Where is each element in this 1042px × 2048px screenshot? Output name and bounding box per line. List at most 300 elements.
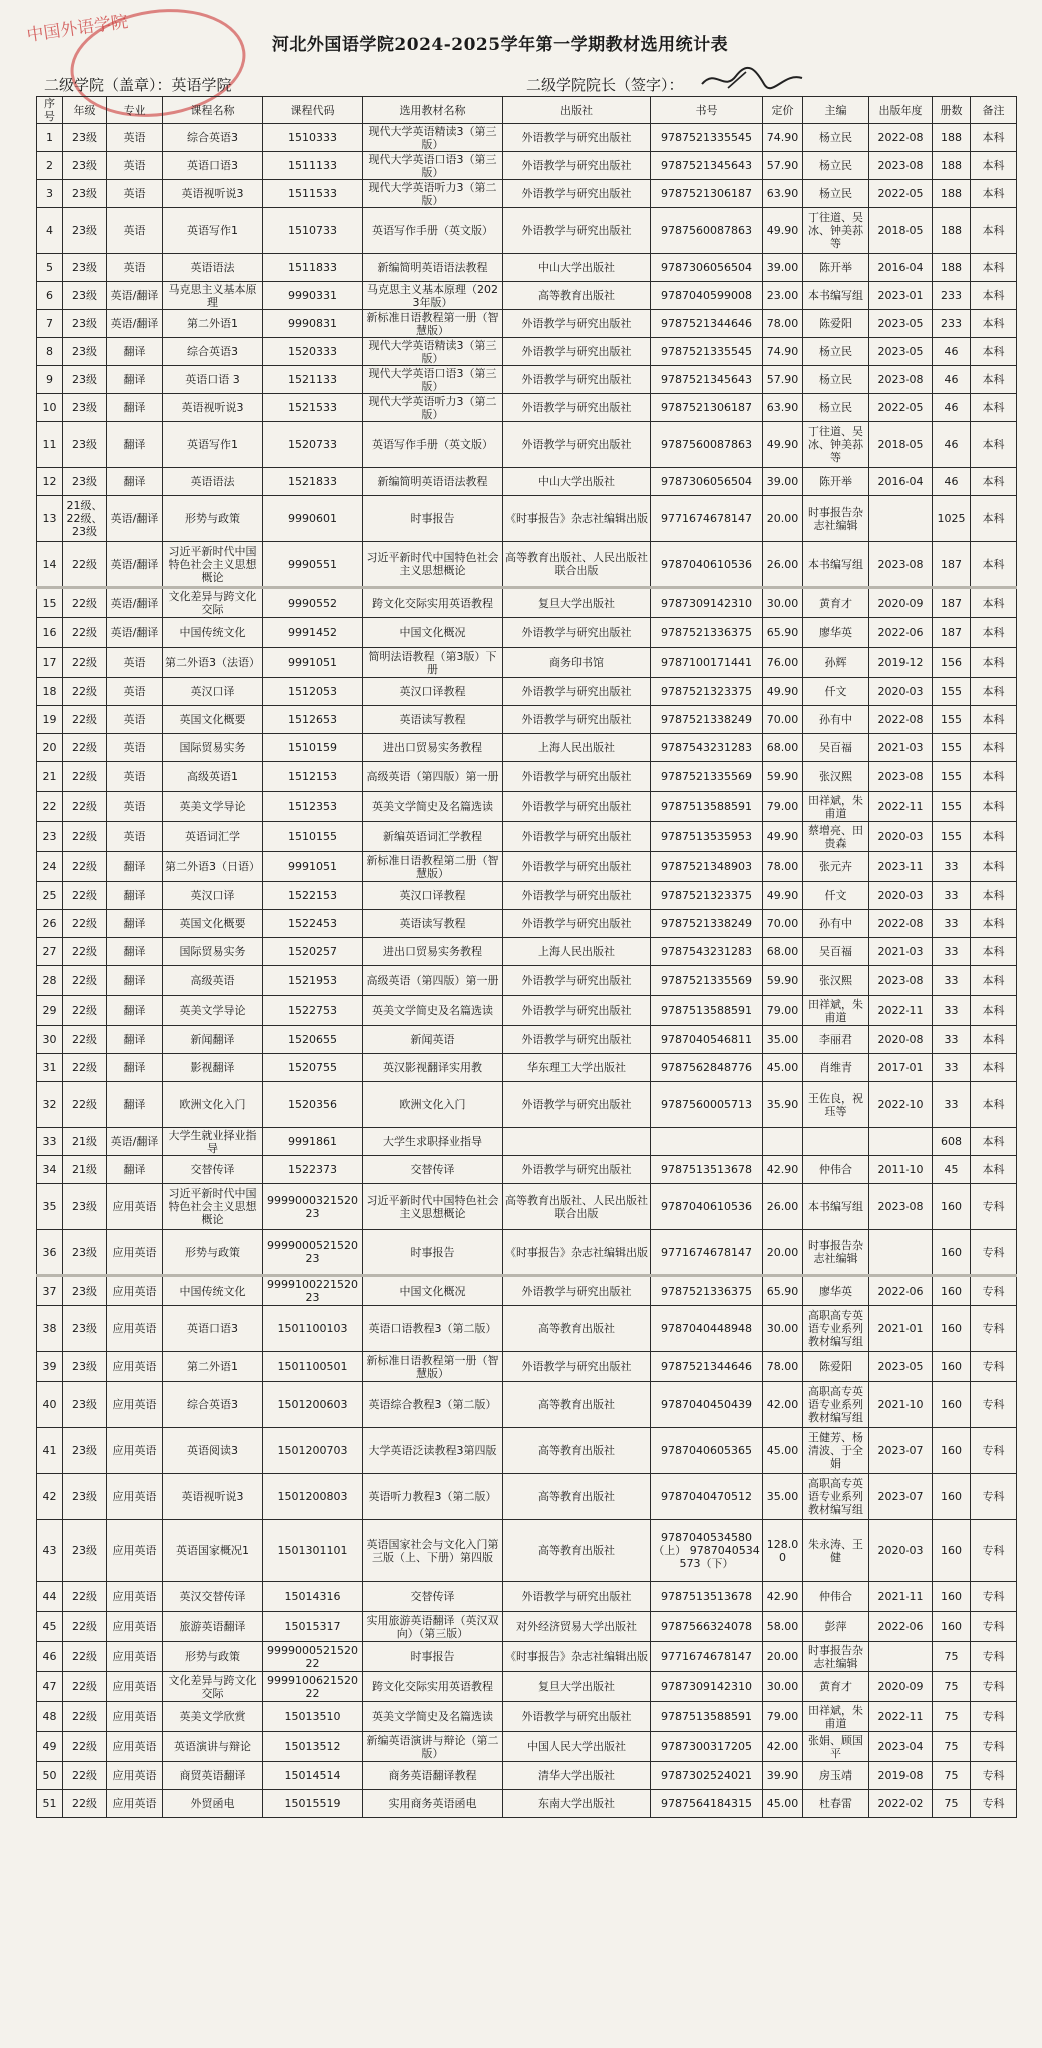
cell-price: 78.00	[763, 852, 803, 882]
cell-copies: 46	[933, 366, 971, 394]
cell-grade: 22级	[63, 792, 107, 822]
cell-price: 79.00	[763, 996, 803, 1026]
cell-index: 5	[37, 254, 63, 282]
cell-publisher: 外语教学与研究出版社	[503, 1156, 651, 1184]
cell-index: 46	[37, 1642, 63, 1672]
cell-grade: 22级	[63, 910, 107, 938]
cell-isbn: 9787521306187	[651, 180, 763, 208]
cell-publisher: 外语教学与研究出版社	[503, 996, 651, 1026]
cell-textbook-name: 英语国家社会与文化入门第三版（上、下册）第四版	[363, 1520, 503, 1582]
cell-publisher	[503, 1128, 651, 1156]
table-row	[37, 1082, 1017, 1128]
cell-textbook-name: 英汉口译教程	[363, 882, 503, 910]
cell-major: 翻译	[107, 394, 163, 422]
cell-major: 翻译	[107, 996, 163, 1026]
cell-course-name: 第二外语1	[163, 310, 263, 338]
cell-copies: 187	[933, 618, 971, 648]
cell-index: 17	[37, 648, 63, 678]
cell-copies: 75	[933, 1762, 971, 1790]
cell-publish-year: 2023-05	[869, 338, 933, 366]
cell-isbn: 9787513513678	[651, 1582, 763, 1612]
cell-editor: 王健芳、杨清波、于全娟	[803, 1428, 869, 1474]
cell-remarks: 本科	[971, 366, 1017, 394]
cell-major: 应用英语	[107, 1382, 163, 1428]
cell-course-code: 15013510	[263, 1702, 363, 1732]
cell-grade: 22级	[63, 1762, 107, 1790]
cell-grade: 22级	[63, 542, 107, 588]
cell-remarks: 本科	[971, 1128, 1017, 1156]
cell-major: 应用英语	[107, 1702, 163, 1732]
table-row	[37, 1520, 1017, 1582]
cell-course-name: 习近平新时代中国特色社会主义思想概论	[163, 542, 263, 588]
table-row	[37, 618, 1017, 648]
cell-price: 49.90	[763, 208, 803, 254]
cell-grade: 23级	[63, 1276, 107, 1306]
cell-grade: 23级	[63, 394, 107, 422]
cell-price: 35.90	[763, 1082, 803, 1128]
cell-course-code: 999900052152022	[263, 1642, 363, 1672]
cell-course-code: 1520333	[263, 338, 363, 366]
cell-course-name: 国际贸易实务	[163, 938, 263, 966]
cell-publish-year: 2022-08	[869, 124, 933, 152]
cell-course-name: 英语写作1	[163, 208, 263, 254]
cell-publisher: 高等教育出版社	[503, 1306, 651, 1352]
cell-publish-year: 2023-07	[869, 1428, 933, 1474]
cell-editor: 吴百福	[803, 938, 869, 966]
cell-copies: 75	[933, 1732, 971, 1762]
cell-remarks: 本科	[971, 882, 1017, 910]
cell-course-code: 1522753	[263, 996, 363, 1026]
cell-editor: 田祥斌，朱甫道	[803, 792, 869, 822]
cell-textbook-name: 中国文化概况	[363, 618, 503, 648]
cell-major: 英语/翻译	[107, 618, 163, 648]
cell-course-name: 英语国家概况1	[163, 1520, 263, 1582]
cell-textbook-name: 进出口贸易实务教程	[363, 938, 503, 966]
cell-major: 翻译	[107, 910, 163, 938]
table-header-row	[37, 97, 1017, 124]
cell-publisher: 外语教学与研究出版社	[503, 1026, 651, 1054]
table-row	[37, 152, 1017, 180]
cell-publisher: 东南大学出版社	[503, 1790, 651, 1818]
cell-price: 39.00	[763, 254, 803, 282]
cell-course-code: 9990831	[263, 310, 363, 338]
cell-remarks: 专科	[971, 1474, 1017, 1520]
cell-editor: 杨立民	[803, 394, 869, 422]
cell-major: 翻译	[107, 966, 163, 996]
cell-copies: 33	[933, 910, 971, 938]
cell-remarks: 专科	[971, 1428, 1017, 1474]
header-course-name: 课程名称	[163, 97, 263, 124]
table-row	[37, 938, 1017, 966]
cell-publisher: 中山大学出版社	[503, 254, 651, 282]
header-publish-year: 出版年度	[869, 97, 933, 124]
cell-major: 英语	[107, 180, 163, 208]
cell-remarks: 专科	[971, 1306, 1017, 1352]
cell-course-code: 1512653	[263, 706, 363, 734]
cell-grade: 23级	[63, 254, 107, 282]
cell-isbn: 9787521323375	[651, 678, 763, 706]
cell-copies: 188	[933, 124, 971, 152]
cell-publish-year: 2023-08	[869, 152, 933, 180]
table-row	[37, 762, 1017, 792]
cell-publisher: 外语教学与研究出版社	[503, 822, 651, 852]
cell-grade: 23级	[63, 180, 107, 208]
table-row	[37, 1276, 1017, 1306]
cell-index: 51	[37, 1790, 63, 1818]
cell-course-name: 英语视听说3	[163, 1474, 263, 1520]
cell-course-code: 999900032152023	[263, 1184, 363, 1230]
cell-editor: 时事报告杂志社编辑	[803, 496, 869, 542]
cell-isbn: 9787560087863	[651, 208, 763, 254]
cell-index: 42	[37, 1474, 63, 1520]
cell-course-code: 1520356	[263, 1082, 363, 1128]
cell-remarks: 本科	[971, 124, 1017, 152]
cell-remarks: 专科	[971, 1732, 1017, 1762]
cell-textbook-name: 现代大学英语口语3（第三版）	[363, 152, 503, 180]
cell-isbn: 9787521338249	[651, 910, 763, 938]
cell-grade: 23级	[63, 152, 107, 180]
cell-textbook-name: 新编英语词汇学教程	[363, 822, 503, 852]
table-row	[37, 1790, 1017, 1818]
cell-remarks: 专科	[971, 1672, 1017, 1702]
cell-index: 21	[37, 762, 63, 792]
cell-publish-year: 2020-03	[869, 1520, 933, 1582]
cell-textbook-name: 英语综合教程3（第二版）	[363, 1382, 503, 1428]
table-row	[37, 1026, 1017, 1054]
header-course-code: 课程代码	[263, 97, 363, 124]
table-row	[37, 422, 1017, 468]
cell-editor: 仲伟合	[803, 1582, 869, 1612]
cell-publisher: 上海人民出版社	[503, 734, 651, 762]
cell-major: 英语/翻译	[107, 496, 163, 542]
cell-publisher: 外语教学与研究出版社	[503, 180, 651, 208]
table-row	[37, 910, 1017, 938]
cell-course-code: 1501200703	[263, 1428, 363, 1474]
cell-remarks: 本科	[971, 208, 1017, 254]
cell-major: 翻译	[107, 938, 163, 966]
cell-price: 49.90	[763, 882, 803, 910]
cell-isbn: 9787521344646	[651, 310, 763, 338]
cell-isbn: 9787564184315	[651, 1790, 763, 1818]
cell-publish-year: 2021-03	[869, 938, 933, 966]
cell-editor: 黄育才	[803, 1672, 869, 1702]
cell-price: 65.90	[763, 1276, 803, 1306]
cell-index: 22	[37, 792, 63, 822]
cell-editor: 杨立民	[803, 180, 869, 208]
cell-major: 英语	[107, 706, 163, 734]
cell-isbn: 9787560005713	[651, 1082, 763, 1128]
cell-course-name: 高级英语1	[163, 762, 263, 792]
cell-course-code: 1511533	[263, 180, 363, 208]
cell-copies: 33	[933, 852, 971, 882]
table-row	[37, 1474, 1017, 1520]
cell-course-name: 习近平新时代中国特色社会主义思想概论	[163, 1184, 263, 1230]
cell-remarks: 专科	[971, 1762, 1017, 1790]
cell-course-name: 综合英语3	[163, 338, 263, 366]
cell-copies: 160	[933, 1352, 971, 1382]
cell-editor: 孙有中	[803, 910, 869, 938]
cell-grade: 21级、22级、23级	[63, 496, 107, 542]
cell-index: 27	[37, 938, 63, 966]
cell-isbn: 9787306056504	[651, 468, 763, 496]
cell-publish-year: 2022-02	[869, 1790, 933, 1818]
cell-index: 25	[37, 882, 63, 910]
cell-major: 英语/翻译	[107, 588, 163, 618]
cell-remarks: 专科	[971, 1520, 1017, 1582]
cell-remarks: 本科	[971, 338, 1017, 366]
table-row	[37, 734, 1017, 762]
cell-publisher: 外语教学与研究出版社	[503, 852, 651, 882]
cell-textbook-name: 交替传译	[363, 1156, 503, 1184]
cell-index: 13	[37, 496, 63, 542]
cell-textbook-name: 跨文化交际实用英语教程	[363, 588, 503, 618]
cell-major: 应用英语	[107, 1790, 163, 1818]
table-row	[37, 282, 1017, 310]
cell-textbook-name: 英美文学简史及名篇选读	[363, 792, 503, 822]
header-textbook-name: 选用教材名称	[363, 97, 503, 124]
cell-major: 英语/翻译	[107, 282, 163, 310]
table-row	[37, 852, 1017, 882]
cell-course-code: 1521133	[263, 366, 363, 394]
cell-copies: 188	[933, 180, 971, 208]
cell-grade: 22级	[63, 762, 107, 792]
cell-grade: 22级	[63, 1582, 107, 1612]
cell-copies: 75	[933, 1642, 971, 1672]
cell-publish-year: 2019-12	[869, 648, 933, 678]
cell-publish-year: 2022-06	[869, 1612, 933, 1642]
cell-grade: 21级	[63, 1128, 107, 1156]
cell-textbook-name: 商务英语翻译教程	[363, 1762, 503, 1790]
cell-isbn: 9787040448948	[651, 1306, 763, 1352]
cell-course-name: 英汉口译	[163, 882, 263, 910]
cell-remarks: 专科	[971, 1184, 1017, 1230]
cell-grade: 22级	[63, 822, 107, 852]
cell-grade: 22级	[63, 1082, 107, 1128]
cell-index: 32	[37, 1082, 63, 1128]
cell-publish-year: 2017-01	[869, 1054, 933, 1082]
cell-editor: 廖华英	[803, 618, 869, 648]
cell-textbook-name: 英汉口译教程	[363, 678, 503, 706]
table-row	[37, 882, 1017, 910]
cell-isbn: 9787543231283	[651, 734, 763, 762]
cell-copies: 155	[933, 762, 971, 792]
cell-publish-year: 2023-08	[869, 966, 933, 996]
cell-publisher: 中山大学出版社	[503, 468, 651, 496]
cell-copies: 160	[933, 1428, 971, 1474]
cell-index: 16	[37, 618, 63, 648]
cell-grade: 22级	[63, 1054, 107, 1082]
cell-course-code: 1511833	[263, 254, 363, 282]
table-row	[37, 792, 1017, 822]
cell-major: 应用英语	[107, 1230, 163, 1276]
cell-copies: 160	[933, 1520, 971, 1582]
cell-isbn: 9787309142310	[651, 588, 763, 618]
header-index: 序号	[37, 97, 63, 124]
cell-course-name: 第二外语3（日语）	[163, 852, 263, 882]
cell-remarks: 本科	[971, 910, 1017, 938]
cell-index: 7	[37, 310, 63, 338]
cell-price: 20.00	[763, 1642, 803, 1672]
cell-copies: 33	[933, 1026, 971, 1054]
college-seal-text: 中国外语学院	[25, 11, 130, 46]
header-isbn: 书号	[651, 97, 763, 124]
cell-textbook-name: 时事报告	[363, 496, 503, 542]
cell-publisher: 外语教学与研究出版社	[503, 678, 651, 706]
cell-editor: 肖维青	[803, 1054, 869, 1082]
cell-publish-year: 2022-06	[869, 1276, 933, 1306]
cell-course-code: 9991861	[263, 1128, 363, 1156]
cell-grade: 22级	[63, 882, 107, 910]
cell-course-name: 国际贸易实务	[163, 734, 263, 762]
cell-remarks: 专科	[971, 1230, 1017, 1276]
cell-publisher: 外语教学与研究出版社	[503, 124, 651, 152]
cell-publish-year: 2022-08	[869, 910, 933, 938]
cell-publisher: 高等教育出版社	[503, 282, 651, 310]
table-row	[37, 648, 1017, 678]
cell-remarks: 专科	[971, 1582, 1017, 1612]
cell-major: 英语/翻译	[107, 1128, 163, 1156]
cell-publish-year: 2022-08	[869, 706, 933, 734]
cell-remarks: 专科	[971, 1612, 1017, 1642]
cell-publisher: 外语教学与研究出版社	[503, 910, 651, 938]
cell-index: 48	[37, 1702, 63, 1732]
cell-isbn: 9787513513678	[651, 1156, 763, 1184]
cell-textbook-name: 高级英语（第四版）第一册	[363, 966, 503, 996]
cell-publisher: 外语教学与研究出版社	[503, 706, 651, 734]
cell-remarks: 本科	[971, 822, 1017, 852]
cell-course-name: 英语视听说3	[163, 180, 263, 208]
cell-price: 70.00	[763, 910, 803, 938]
cell-remarks: 本科	[971, 734, 1017, 762]
cell-copies: 33	[933, 1082, 971, 1128]
cell-price: 39.90	[763, 1762, 803, 1790]
cell-isbn: 9787521345643	[651, 366, 763, 394]
cell-editor: 陈爱阳	[803, 310, 869, 338]
cell-copies: 33	[933, 1054, 971, 1082]
cell-editor: 陈开举	[803, 254, 869, 282]
cell-major: 应用英语	[107, 1520, 163, 1582]
cell-course-name: 英语口语3	[163, 152, 263, 180]
cell-editor: 朱永涛、王健	[803, 1520, 869, 1582]
table-row	[37, 254, 1017, 282]
cell-textbook-name: 英语读写教程	[363, 706, 503, 734]
cell-isbn: 9787521345643	[651, 152, 763, 180]
cell-editor	[803, 1128, 869, 1156]
cell-major: 应用英语	[107, 1352, 163, 1382]
cell-index: 34	[37, 1156, 63, 1184]
cell-grade: 23级	[63, 1184, 107, 1230]
cell-publish-year: 2020-03	[869, 822, 933, 852]
cell-course-code: 9990552	[263, 588, 363, 618]
cell-editor: 李丽君	[803, 1026, 869, 1054]
cell-publish-year	[869, 1128, 933, 1156]
cell-major: 英语	[107, 254, 163, 282]
cell-price: 49.90	[763, 678, 803, 706]
cell-editor: 孙有中	[803, 706, 869, 734]
cell-index: 23	[37, 822, 63, 852]
cell-index: 33	[37, 1128, 63, 1156]
header-major: 专业	[107, 97, 163, 124]
cell-course-code: 9991452	[263, 618, 363, 648]
cell-course-name: 形势与政策	[163, 496, 263, 542]
cell-remarks: 本科	[971, 588, 1017, 618]
cell-isbn: 9787521335545	[651, 338, 763, 366]
cell-index: 20	[37, 734, 63, 762]
cell-copies: 160	[933, 1582, 971, 1612]
cell-course-code: 9991051	[263, 648, 363, 678]
cell-major: 应用英语	[107, 1474, 163, 1520]
cell-publisher: 外语教学与研究出版社	[503, 618, 651, 648]
cell-grade: 23级	[63, 468, 107, 496]
cell-grade: 22级	[63, 1732, 107, 1762]
cell-isbn: 9787521335545	[651, 124, 763, 152]
cell-copies: 233	[933, 282, 971, 310]
cell-publisher: 外语教学与研究出版社	[503, 1702, 651, 1732]
cell-price: 20.00	[763, 1230, 803, 1276]
cell-textbook-name: 现代大学英语口语3（第三版）	[363, 366, 503, 394]
table-body	[37, 124, 1017, 1818]
cell-course-code: 1521953	[263, 966, 363, 996]
cell-course-code: 1501100501	[263, 1352, 363, 1382]
cell-publisher: 外语教学与研究出版社	[503, 1582, 651, 1612]
cell-index: 24	[37, 852, 63, 882]
cell-editor: 田祥斌，朱甫道	[803, 996, 869, 1026]
cell-copies: 155	[933, 822, 971, 852]
cell-publisher: 外语教学与研究出版社	[503, 422, 651, 468]
cell-course-code: 1512153	[263, 762, 363, 792]
cell-copies: 188	[933, 208, 971, 254]
table-row	[37, 1612, 1017, 1642]
cell-isbn: 9787521323375	[651, 882, 763, 910]
table-row	[37, 468, 1017, 496]
cell-copies: 33	[933, 966, 971, 996]
dean-signature-label: 二级学院院长（签字）：	[526, 76, 684, 94]
cell-publish-year	[869, 496, 933, 542]
cell-grade: 22级	[63, 1672, 107, 1702]
cell-course-code: 9990601	[263, 496, 363, 542]
cell-editor: 陈爱阳	[803, 1352, 869, 1382]
cell-grade: 23级	[63, 1474, 107, 1520]
cell-textbook-name: 新编简明英语语法教程	[363, 468, 503, 496]
cell-course-name: 英语写作1	[163, 422, 263, 468]
cell-price: 76.00	[763, 648, 803, 678]
cell-publish-year: 2020-09	[869, 588, 933, 618]
cell-publisher: 外语教学与研究出版社	[503, 1276, 651, 1306]
cell-major: 翻译	[107, 366, 163, 394]
cell-grade: 23级	[63, 1520, 107, 1582]
cell-course-name: 综合英语3	[163, 1382, 263, 1428]
cell-textbook-name: 英语口语教程3（第二版）	[363, 1306, 503, 1352]
cell-grade: 22级	[63, 1702, 107, 1732]
cell-major: 应用英语	[107, 1732, 163, 1762]
cell-grade: 22级	[63, 966, 107, 996]
cell-textbook-name: 新闻英语	[363, 1026, 503, 1054]
table-row	[37, 1128, 1017, 1156]
cell-isbn: 9787521348903	[651, 852, 763, 882]
cell-isbn: 9787521336375	[651, 1276, 763, 1306]
header-editor: 主编	[803, 97, 869, 124]
cell-index: 50	[37, 1762, 63, 1790]
cell-textbook-name: 实用商务英语函电	[363, 1790, 503, 1818]
cell-editor: 廖华英	[803, 1276, 869, 1306]
cell-course-name: 英语阅读3	[163, 1428, 263, 1474]
cell-copies: 46	[933, 468, 971, 496]
cell-publish-year: 2018-05	[869, 208, 933, 254]
cell-textbook-name: 新标准日语教程第二册（智慧版）	[363, 852, 503, 882]
cell-textbook-name: 习近平新时代中国特色社会主义思想概论	[363, 1184, 503, 1230]
cell-isbn: 9787521335569	[651, 762, 763, 792]
cell-copies: 46	[933, 338, 971, 366]
